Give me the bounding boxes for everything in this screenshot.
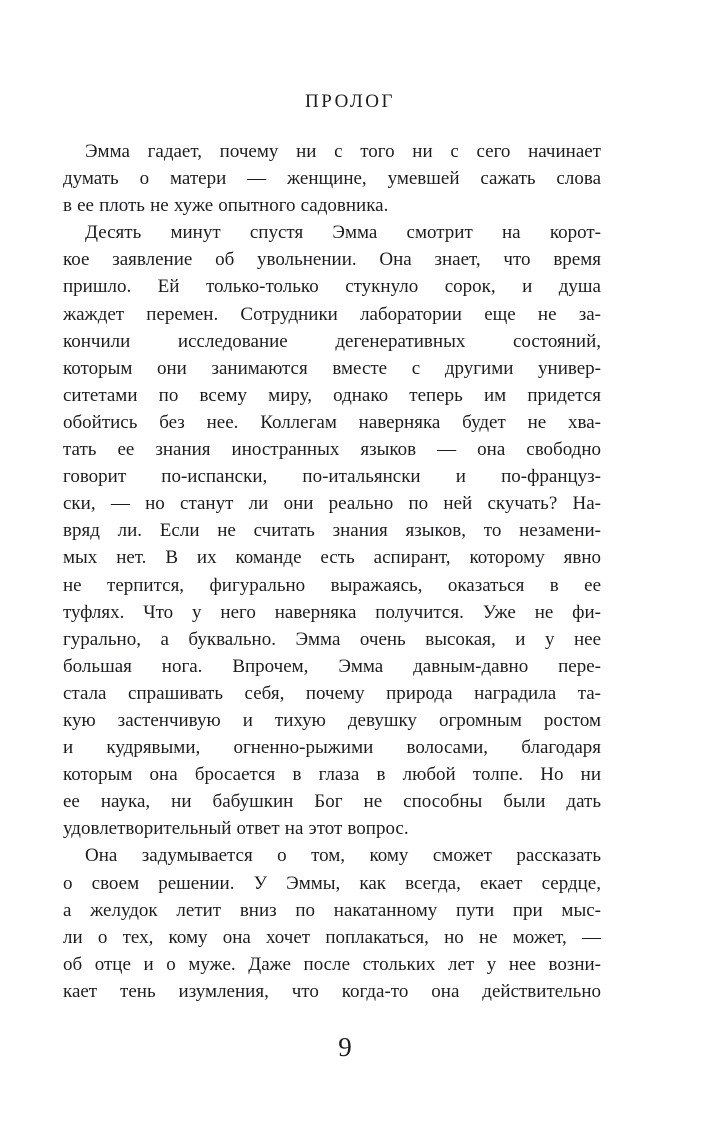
text-line: которым она бросается в глаза в любой толпе. Но ни bbox=[63, 764, 601, 786]
paragraph bbox=[63, 138, 601, 219]
body-text bbox=[63, 138, 601, 1005]
text-line: думать о матери — женщине, умевшей сажать слова bbox=[63, 168, 601, 190]
text-line: ли о тех, кому она хочет поплакаться, но не может, — bbox=[63, 926, 601, 948]
text-line: кую застенчивую и тихую девушку огромным ростом bbox=[63, 709, 601, 731]
text-line: тать ее знания иностранных языков — она свободно bbox=[63, 439, 601, 461]
text-line: Она задумывается о том, кому сможет рассказать bbox=[85, 845, 601, 867]
text-line: ски, — но станут ли они реально по ней скучать? На- bbox=[63, 493, 601, 515]
text-line: об отце и о муже. Даже после стольких лет у нее возни- bbox=[63, 953, 601, 975]
text-line: которым они занимаются вместе с другими универ- bbox=[63, 357, 601, 379]
text-line: вряд ли. Если не считать знания языков, то незамени- bbox=[63, 520, 601, 542]
text-line: большая нога. Впрочем, Эмма давным-давно пере- bbox=[63, 655, 601, 677]
text-line: говорит по-испански, по-итальянски и по-француз- bbox=[63, 466, 601, 488]
text-line: кончили исследование дегенеративных состояний, bbox=[63, 330, 601, 352]
text-line: туфлях. Что у него наверняка получится. Уже не фи- bbox=[63, 601, 601, 623]
text-line: стала спрашивать себя, почему природа наградила та- bbox=[63, 682, 601, 704]
text-line: обойтись без нее. Коллегам наверняка будет не хва- bbox=[63, 411, 601, 433]
text-line: ситетами по всему миру, однако теперь им придется bbox=[63, 384, 601, 406]
text-line: не терпится, фигурально выражаясь, оказаться в ее bbox=[63, 574, 601, 596]
chapter-title-wrap bbox=[0, 90, 700, 114]
page-number: 9 bbox=[338, 1032, 352, 1062]
chapter-title: ПРОЛОГ bbox=[305, 91, 395, 112]
text-line: в ее плоть не хуже опытного садовника. bbox=[63, 195, 389, 217]
text-line: а желудок летит вниз по накатанному пути при мыс- bbox=[63, 899, 601, 921]
paragraph bbox=[63, 219, 601, 842]
paragraph bbox=[63, 842, 601, 1005]
text-line: Эмма гадает, почему ни с того ни с сего начинает bbox=[85, 141, 601, 162]
text-line: пришло. Ей только-только стукнуло сорок, и душа bbox=[63, 276, 601, 298]
text-line: кает тень изумления, что когда-то она действительно bbox=[63, 980, 601, 1002]
text-line: кое заявление об увольнении. Она знает, что время bbox=[63, 249, 601, 271]
text-line: жаждет перемен. Сотрудники лаборатории еще не за- bbox=[63, 303, 601, 325]
text-line: мых нет. В их команде есть аспирант, которому явно bbox=[63, 547, 601, 569]
text-line: удовлетворительный ответ на этот вопрос. bbox=[63, 818, 409, 840]
text-line: о своем решении. У Эммы, как всегда, екает сердце, bbox=[63, 872, 601, 894]
text-line: гурально, а буквально. Эмма очень высокая, и у нее bbox=[63, 628, 601, 650]
page-number-wrap bbox=[0, 1030, 690, 1064]
text-line: ее наука, ни бабушкин Бог не способны были дать bbox=[63, 791, 601, 813]
text-line: и кудрявыми, огненно-рыжими волосами, благодаря bbox=[63, 737, 601, 759]
text-line: Десять минут спустя Эмма смотрит на корот- bbox=[85, 222, 601, 244]
